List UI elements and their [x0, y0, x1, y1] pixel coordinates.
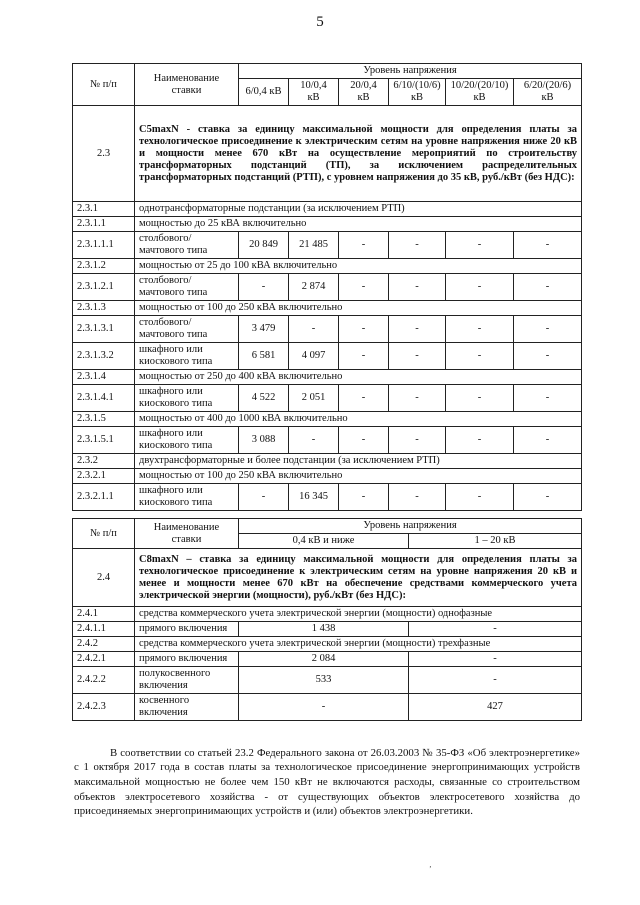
table-row	[73, 427, 582, 454]
section-title: мощностью до 25 кВА включительно	[135, 217, 582, 232]
main-rate-num: 2.3	[73, 106, 135, 202]
table-row	[73, 694, 582, 721]
rate-value: 21 485	[289, 232, 339, 259]
voltage-col-header: 10/0,4 кВ	[289, 79, 339, 106]
rate-value: -	[446, 427, 514, 454]
section-row	[73, 412, 582, 427]
rate-value: 2 874	[289, 274, 339, 301]
row-number: 2.3.1.5.1	[73, 427, 135, 454]
rate-value: 3 479	[239, 316, 289, 343]
voltage-col-header: 6/10/(10/6) кВ	[389, 79, 446, 106]
rate-value: -	[446, 385, 514, 412]
row-number: 2.4.2.1	[73, 652, 135, 667]
rate-name: шкафного или киоскового типа	[135, 484, 239, 511]
row-number: 2.3.2	[73, 454, 135, 469]
rate-value: -	[239, 274, 289, 301]
section-row	[73, 301, 582, 316]
rates-table-c5	[72, 63, 582, 511]
section-title: мощностью от 400 до 1000 кВА включительно	[135, 412, 582, 427]
rate-name: косвенного включения	[135, 694, 239, 721]
header-name: Наименование ставки	[135, 64, 239, 106]
rate-value: -	[446, 343, 514, 370]
header-num: № п/п	[73, 64, 135, 106]
row-number: 2.3.1.4	[73, 370, 135, 385]
rate-value: -	[514, 484, 582, 511]
section-title: мощностью от 250 до 400 кВА включительно	[135, 370, 582, 385]
main-rate-num: 2.4	[73, 549, 135, 607]
row-number: 2.3.1.5	[73, 412, 135, 427]
section-row	[73, 202, 582, 217]
rate-value: 2 084	[239, 652, 409, 667]
row-number: 2.3.1.3	[73, 301, 135, 316]
rate-name: прямого включения	[135, 622, 239, 637]
section-title: мощностью от 100 до 250 кВА включительно	[135, 301, 582, 316]
section-row	[73, 454, 582, 469]
rate-value: -	[514, 343, 582, 370]
rate-value: -	[514, 316, 582, 343]
rate-value: 2 051	[289, 385, 339, 412]
rate-value: -	[339, 385, 389, 412]
rate-value: -	[514, 232, 582, 259]
main-rate-description: C5maxN - ставка за единицу максимальной мощности для определения платы за технологическое присоединение к электрическим сетям на уровне напряжения ниже 20 кВ и мощности менее 670 кВт на осуществление мероприятий по строительству трансформаторных подстанций (ТП), за исключением распределительных трансформаторных подстанций (РТП), с уровнем напряжения до 35 кВ, руб./кВт (без НДС):	[135, 106, 582, 202]
rate-value: -	[446, 316, 514, 343]
main-rate-description: C8maxN – ставка за единицу максимальной мощности для определения платы за технологическое присоединение к электрическим сетям на уровне напряжения 20 кВ и менее и мощности менее 670 кВт на обеспечение средствами коммерческого учета электрической энергии (мощности), руб./кВт (без НДС):	[135, 549, 582, 607]
table-row	[73, 484, 582, 511]
section-row	[73, 370, 582, 385]
rate-value: 4 522	[239, 385, 289, 412]
rate-name: шкафного или киоскового типа	[135, 385, 239, 412]
voltage-col-header: 1 – 20 кВ	[409, 534, 582, 549]
header-voltage: Уровень напряжения	[239, 64, 582, 79]
rate-name: шкафного или киоскового типа	[135, 343, 239, 370]
section-row	[73, 637, 582, 652]
rate-value: 3 088	[239, 427, 289, 454]
rate-value: 6 581	[239, 343, 289, 370]
rate-value: -	[409, 622, 582, 637]
rate-value: -	[446, 232, 514, 259]
section-row	[73, 607, 582, 622]
rate-value: 427	[409, 694, 582, 721]
rate-value: 20 849	[239, 232, 289, 259]
rate-value: -	[339, 316, 389, 343]
row-number: 2.3.1.2.1	[73, 274, 135, 301]
table-row	[73, 385, 582, 412]
voltage-col-header: 20/0,4 кВ	[339, 79, 389, 106]
table-row	[73, 232, 582, 259]
rate-name: полукосвенного включения	[135, 667, 239, 694]
rate-name: шкафного или киоскового типа	[135, 427, 239, 454]
header-name: Наименование ставки	[135, 519, 239, 549]
section-title: двухтрансформаторные и более подстанции (за исключением РТП)	[135, 454, 582, 469]
rate-value: -	[389, 484, 446, 511]
rate-value: -	[409, 652, 582, 667]
row-number: 2.3.1.1	[73, 217, 135, 232]
rates-table-c8	[72, 518, 582, 721]
rate-value: -	[514, 274, 582, 301]
rate-value: -	[514, 427, 582, 454]
row-number: 2.4.2	[73, 637, 135, 652]
table-row	[73, 316, 582, 343]
section-row	[73, 217, 582, 232]
rate-value: -	[389, 427, 446, 454]
rate-value: -	[389, 274, 446, 301]
rate-value: 4 097	[289, 343, 339, 370]
rate-value: -	[446, 274, 514, 301]
rate-value: -	[389, 316, 446, 343]
section-title: средства коммерческого учета электрической энергии (мощности) однофазные	[135, 607, 582, 622]
voltage-col-header: 6/20/(20/6) кВ	[514, 79, 582, 106]
rate-value: -	[239, 484, 289, 511]
row-number: 2.3.2.1.1	[73, 484, 135, 511]
rate-value: -	[514, 385, 582, 412]
row-number: 2.4.2.2	[73, 667, 135, 694]
rate-value: -	[339, 274, 389, 301]
row-number: 2.4.1	[73, 607, 135, 622]
table-row	[73, 274, 582, 301]
header-voltage: Уровень напряжения	[239, 519, 582, 534]
rate-value: -	[446, 484, 514, 511]
row-number: 2.3.1.1.1	[73, 232, 135, 259]
rate-value: 16 345	[289, 484, 339, 511]
row-number: 2.3.1.2	[73, 259, 135, 274]
rate-name: столбового/ мачтового типа	[135, 232, 239, 259]
footer-mark: ‚	[429, 860, 432, 869]
row-number: 2.4.1.1	[73, 622, 135, 637]
section-row	[73, 259, 582, 274]
rate-value: -	[339, 232, 389, 259]
header-num: № п/п	[73, 519, 135, 549]
section-row	[73, 469, 582, 484]
rate-value: -	[389, 232, 446, 259]
section-title: мощностью от 100 до 250 кВА включительно	[135, 469, 582, 484]
rate-value: -	[239, 694, 409, 721]
row-number: 2.3.1.3.1	[73, 316, 135, 343]
voltage-col-header: 10/20/(20/10) кВ	[446, 79, 514, 106]
row-number: 2.3.1.4.1	[73, 385, 135, 412]
rate-name: столбового/ мачтового типа	[135, 316, 239, 343]
table-row	[73, 343, 582, 370]
row-number: 2.3.1	[73, 202, 135, 217]
rate-value: -	[289, 316, 339, 343]
page-number: 5	[316, 14, 324, 30]
section-title: однотрансформаторные подстанции (за исключением РТП)	[135, 202, 582, 217]
section-title: мощностью от 25 до 100 кВА включительно	[135, 259, 582, 274]
row-number: 2.3.2.1	[73, 469, 135, 484]
closing-paragraph: В соответствии со статьей 23.2 Федерального закона от 26.03.2003 № 35-ФЗ «Об электроэнергетике» с 1 октября 2017 года в состав платы за технологическое присоединение энергопринимающих устройств максимальной мощностью не более чем 150 кВт не включаются расходы, связанные со строительством объектов электросетевого хозяйства - от существующих объектов электросетевого хозяйства до присоединяемых энергопринимающих устройств и (или) объектов электроэнергетики.	[74, 746, 580, 818]
row-number: 2.4.2.3	[73, 694, 135, 721]
rate-value: -	[289, 427, 339, 454]
rate-value: 1 438	[239, 622, 409, 637]
voltage-col-header: 6/0,4 кВ	[239, 79, 289, 106]
table-row	[73, 652, 582, 667]
rate-value: -	[339, 343, 389, 370]
rate-value: -	[389, 385, 446, 412]
section-title: средства коммерческого учета электрической энергии (мощности) трехфазные	[135, 637, 582, 652]
rate-value: -	[409, 667, 582, 694]
voltage-col-header: 0,4 кВ и ниже	[239, 534, 409, 549]
rate-value: -	[339, 427, 389, 454]
table-row	[73, 667, 582, 694]
rate-name: столбового/ мачтового типа	[135, 274, 239, 301]
rate-name: прямого включения	[135, 652, 239, 667]
row-number: 2.3.1.3.2	[73, 343, 135, 370]
rate-value: 533	[239, 667, 409, 694]
rate-value: -	[389, 343, 446, 370]
rate-value: -	[339, 484, 389, 511]
table-row	[73, 622, 582, 637]
